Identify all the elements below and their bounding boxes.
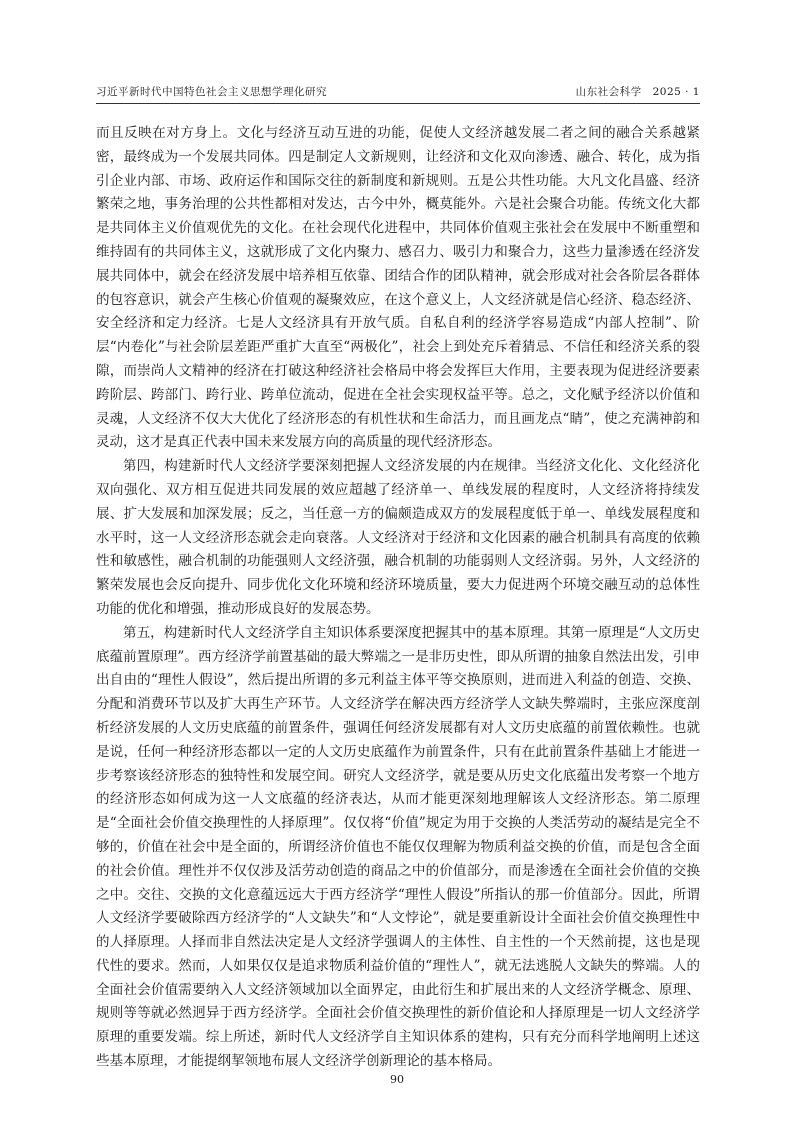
header-rule: [96, 103, 700, 104]
page-number: 90: [390, 1073, 404, 1086]
header-section-title: 习近平新时代中国特色社会主义思想学理化研究: [96, 86, 327, 98]
paragraph-continued: 而且反映在对方身上。文化与经济互动互进的功能，促使人文经济越发展二者之间的融合关系越紧密，最终成为一个发展共同体。四是制定人文新规则，让经济和文化双向渗透、融合、转化，成为指引企业内部、市场、政府运作和国际交往的新制度和新规则。五是公共性功能。大凡文化昌盛、经济繁荣之地，事务治理的公共性都相对发达，古今中外，概莫能外。六是社会聚合功能。传统文化大都是共同体主义价值观优先的文化。在社会现代化进程中，共同体价值观主张社会在发展中不断重塑和维持固有的共同体主义，这就形成了文化内聚力、感召力、吸引力和聚合力，这些力量渗透在经济发展共同体中，就会在经济发展中培养相互依靠、团结合作的团队精神，就会形成对社会各阶层各群体的包容意识，就会产生核心价值观的凝聚效应，在这个意义上，人文经济就是信心经济、稳态经济、安全经济和定力经济。七是人文经济具有开放气质。自私自利的经济学容易造成“内部人控制”、阶层“内卷化”与社会阶层差距严重扩大直至“两极化”，社会上到处充斥着猜忌、不信任和经济关系的裂隙，而崇尚人文精神的经济在打破这种经济社会格局中将会发挥巨大作用，主要表现为促进经济要素跨阶层、跨部门、跨行业、跨单位流动，促进在全社会实现权益平等。总之，文化赋予经济以价值和灵魂，人文经济不仅大大优化了经济形态的有机性状和生命活力，而且画龙点“睛”，使之充满神韵和灵动，这才是真正代表中国未来发展方向的高质量的现代经济形态。: [96, 125, 700, 451]
article-body: [96, 122, 700, 1074]
running-header: [96, 80, 700, 102]
header-journal-issue: 山东社会科学 2025 · 1: [575, 86, 700, 98]
paragraph-fourth-point: 第四，构建新时代人文经济学要深刻把握人文经济发展的内在规律。当经济文化化、文化经济化双向强化、双方相互促进共同发展的效应超越了经济单一、单线发展的程度时，人文经济将持续发展、扩大发展和加深发展；反之，当任意一方的偏颇造成双方的发展程度低于单一、单线发展程度和水平时，这一人文经济形态就会走向衰落。人文经济对于经济和文化因素的融合机制具有高度的依赖性和敏感性，融合机制的功能强则人文经济强，融合机制的功能弱则人文经济弱。另外，人文经济的繁荣发展也会反向提升、同步优化文化环境和经济环境质量，要大力促进两个环境交融互动的总体性功能的优化和增强，推动形成良好的发展态势。: [96, 458, 700, 617]
paragraph-fifth-point: 第五，构建新时代人文经济学自主知识体系要深度把握其中的基本原理。其第一原理是“人文历史底蕴前置原理”。西方经济学前置基础的最大弊端之一是非历史性，即从所谓的抽象自然法出发，引申出自由的“理性人假设”，然后提出所谓的多元利益主体平等交换原则，进而进入利益的创造、交换、分配和消费环节以及扩大再生产环节。人文经济学在解决西方经济学人文缺失弊端时，主张应深度剖析经济发展的人文历史底蕴的前置条件，强调任何经济发展都有对人文历史底蕴的前置依赖性。也就是说，任何一种经济形态都以一定的人文历史底蕴作为前置条件，只有在此前置条件基础上才能进一步考察该经济形态的独特性和发展空间。研究人文经济学，就是要从历史文化底蕴出发考察一个地方的经济形态如何成为这一人文底蕴的经济表达，从而才能更深刻地理解该人文经济形态。第二原理是“全面社会价值交换理性的人择原理”。仅仅将“价值”规定为用于交换的人类活劳动的凝结是完全不够的，价值在社会中是全面的，所谓经济价值也不能仅仅理解为物质利益交换的价值，而是包含全面的社会价值。理性并不仅仅涉及活劳动创造的商品之中的价值部分，而是渗透在全面社会价值的交换之中。交往、交换的文化意蕴远远大于西方经济学“理性人假设”所指认的那一价值部分。因此，所谓人文经济学要破除西方经济学的“人文缺失”和“人文悖论”，就是要重新设计全面社会价值交换理性中的人择原理。人择而非自然法决定是人文经济学强调人的主体性、自主性的一个天然前提，这也是现代性的要求。然而，人如果仅仅是追求物质利益价值的“理性人”，就无法逃脱人文缺失的弊端。人的全面社会价值需要纳入人文经济领域加以全面界定，由此衍生和扩展出来的人文经济学概念、原理、规则等等就必然迥异于西方经济学。全面社会价值交换理性的新价值论和人择原理是一切人文经济学原理的重要发端。综上所述，新时代人文经济学自主知识体系的建构，只有充分而科学地阐明上述这些基本原理，才能提纲挈领地布展人文经济学创新理论的基本格局。: [96, 624, 700, 1070]
